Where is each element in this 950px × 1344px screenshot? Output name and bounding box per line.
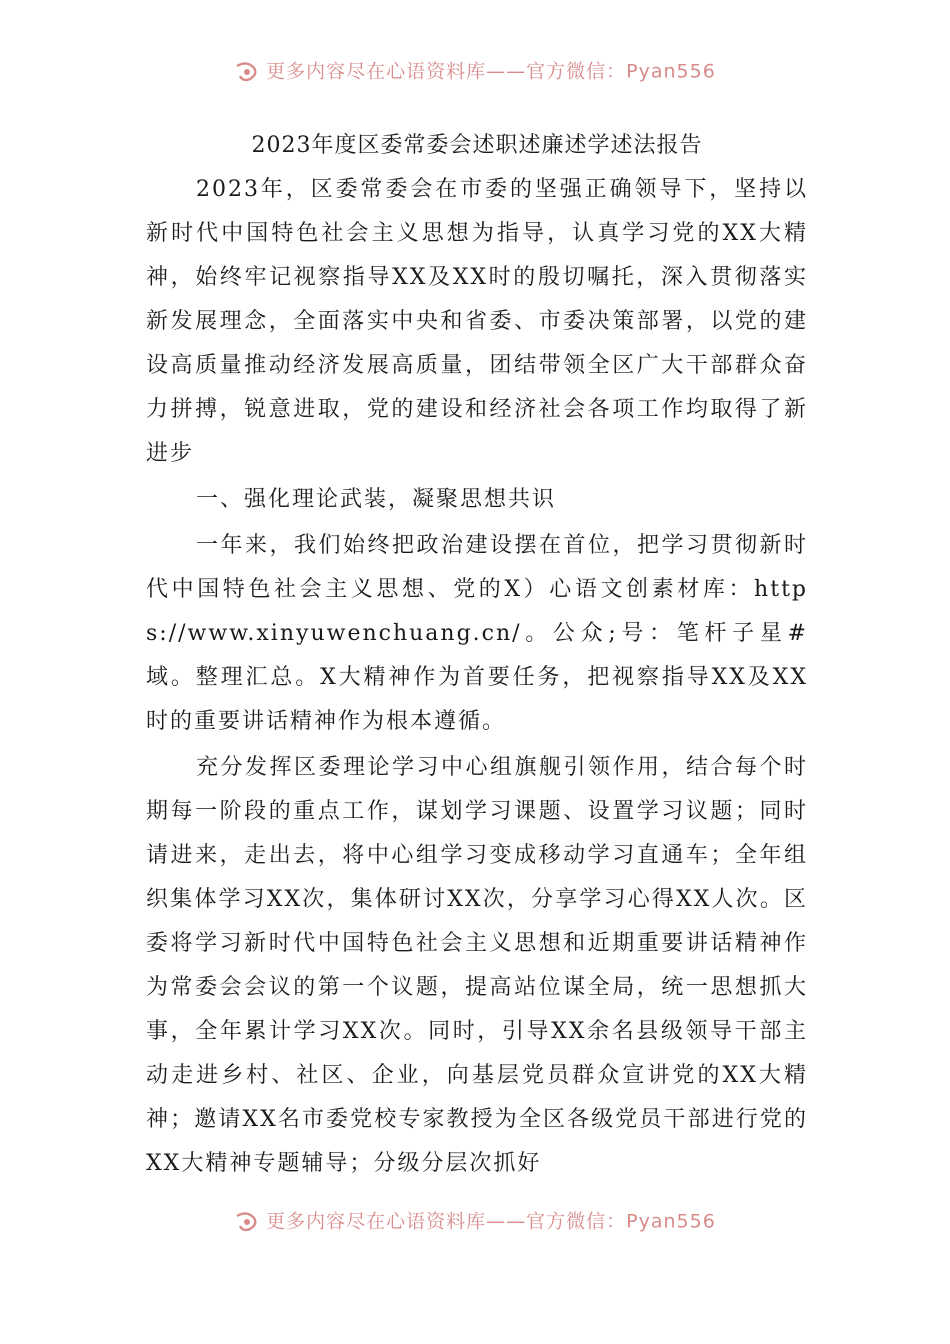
watermark-header xyxy=(0,56,950,86)
brand-logo-icon xyxy=(234,1212,260,1232)
watermark-text: 更多内容尽在心语资料库——官方微信：Pyan556 xyxy=(266,60,716,83)
brand-logo-icon xyxy=(234,62,260,82)
section-1-paragraph-1: 一年来，我们始终把政治建设摆在首位，把学习贯彻新时代中国特色社会主义思想、党的X）心语文创素材库：https://www.xinyuwenchuang.cn/。公众;号：笔杆子星#域。整理汇总。X大精神作为首要任务，把视察指导XX及XX时的重要讲话精神作为根本遵循。 xyxy=(146,533,808,734)
intro-paragraph: 2023年，区委常委会在市委的坚强正确领导下，坚持以新时代中国特色社会主义思想为指导，认真学习党的XX大精神，始终牢记视察指导XX及XX时的殷切嘱托，深入贯彻落实新发展理念，全面落实中央和省委、市委决策部署，以党的建设高质量推动经济发展高质量，团结带领全区广大干部群众奋力拼搏，锐意进取，党的建设和经济社会各项工作均取得了新进步 xyxy=(146,177,808,466)
document-body xyxy=(146,124,808,1186)
document-title: 2023年度区委常委会述职述廉述学述法报告 xyxy=(251,133,703,158)
section-heading-1: 一、强化理论武装，凝聚思想共识 xyxy=(196,487,557,512)
watermark-footer xyxy=(0,1206,950,1236)
section-1-paragraph-2: 充分发挥区委理论学习中心组旗舰引领作用，结合每个时期每一阶段的重点工作，谋划学习课题、设置学习议题；同时请进来，走出去，将中心组学习变成移动学习直通车；全年组织集体学习XX次，集体研讨XX次，分享学习心得XX人次。区委将学习新时代中国特色社会主义思想和近期重要讲话精神作为常委会会议的第一个议题，提高站位谋全局，统一思想抓大事，全年累计学习XX次。同时，引导XX余名县级领导干部主动走进乡村、社区、企业，向基层党员群众宣讲党的XX大精神；邀请XX名市委党校专家教授为全区各级党员干部进行党的XX大精神专题辅导；分级分层次抓好 xyxy=(146,755,808,1176)
watermark-text: 更多内容尽在心语资料库——官方微信：Pyan556 xyxy=(266,1210,716,1233)
